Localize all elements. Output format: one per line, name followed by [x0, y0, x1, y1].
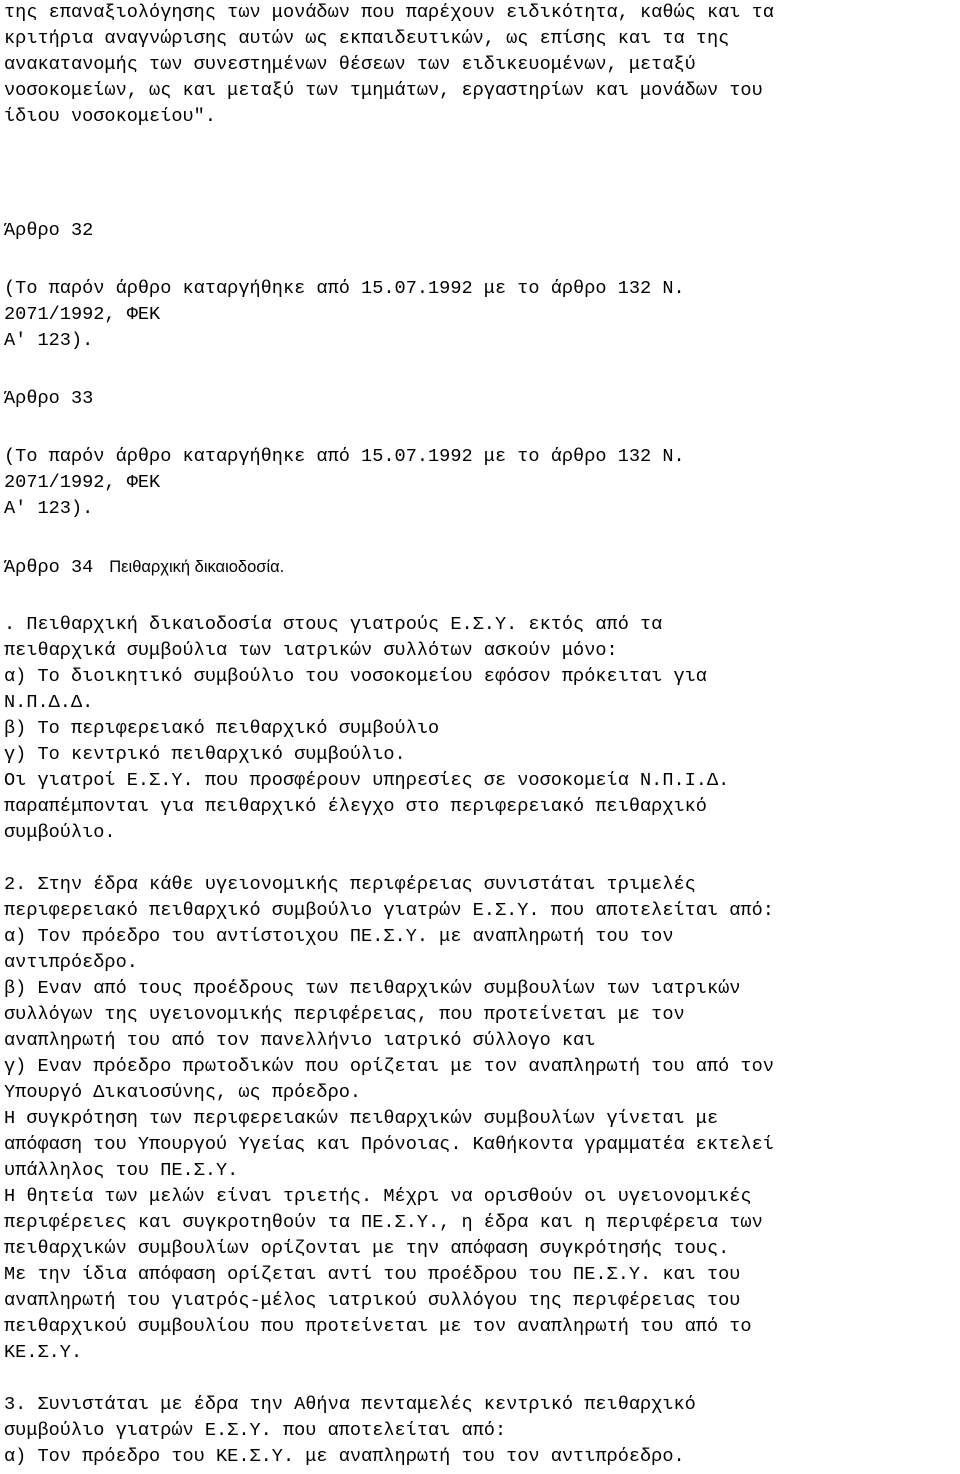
text-line: υπάλληλος του ΠΕ.Σ.Υ. — [4, 1160, 239, 1181]
text-line: Α' 123). — [4, 330, 94, 351]
text-line: κριτήρια αναγνώρισης αυτών ως εκπαιδευτικών, ως επίσης και τα της — [4, 28, 730, 49]
text-line: πειθαρχικών συμβουλίων ορίζονται με την απόφαση συγκρότησής τους. — [4, 1238, 730, 1259]
text-line: α) Το διοικητικό συμβούλιο του νοσοκομείου εφόσον πρόκειται για — [4, 666, 707, 687]
text-line: συλλόγων της υγειονομικής περιφέρειας, που προτείνεται με τον — [4, 1004, 685, 1025]
text-line: 2071/1992, ΦΕΚ — [4, 472, 161, 493]
text-line: ίδιου νοσοκομείου". — [4, 106, 217, 127]
article-heading: Άρθρο 32 — [4, 220, 94, 241]
text-line: (Το παρόν άρθρο καταργήθηκε από 15.07.1992 με το άρθρο 132 Ν. — [4, 446, 685, 467]
text-line: γ) Το κεντρικό πειθαρχικό συμβούλιο. — [4, 744, 406, 765]
text-line: της επαναξιολόγησης των μονάδων που παρέχουν ειδικότητα, καθώς και τα — [4, 2, 774, 23]
intro-paragraph — [4, 0, 956, 130]
text-line: (Το παρόν άρθρο καταργήθηκε από 15.07.1992 με το άρθρο 132 Ν. — [4, 278, 685, 299]
paragraph-3 — [4, 1392, 956, 1470]
text-line: αναπληρωτή του γιατρός-μέλος ιατρικού συλλόγου της περιφέρειας του — [4, 1290, 741, 1311]
text-line: α) Τον πρόεδρο του αντίστοιχου ΠΕ.Σ.Υ. με αναπληρωτή του τον — [4, 926, 674, 947]
text-line: 2071/1992, ΦΕΚ — [4, 304, 161, 325]
text-line: Η συγκρότηση των περιφερειακών πειθαρχικών συμβουλίων γίνεται με — [4, 1108, 719, 1129]
text-line: αντιπρόεδρο. — [4, 952, 138, 973]
article-subtitle: Πειθαρχική δικαιοδοσία. — [109, 558, 285, 576]
text-line: . Πειθαρχική δικαιοδοσία στους γιατρούς Ε.Σ.Υ. εκτός από τα — [4, 614, 663, 635]
document-page — [4, 0, 956, 1470]
text-line: πειθαρχικά συμβούλια των ιατρικών συλλότων ασκούν μόνο: — [4, 640, 618, 661]
text-line: α) Τον πρόεδρο του ΚΕ.Σ.Υ. με αναπληρωτή του τον αντιπρόεδρο. — [4, 1446, 685, 1467]
text-line: γ) Εναν πρόεδρο πρωτοδικών που ορίζεται με τον αναπληρωτή του από τον — [4, 1056, 774, 1077]
text-line: Οι γιατροί Ε.Σ.Υ. που προσφέρουν υπηρεσίες σε νοσοκομεία Ν.Π.Ι.Δ. — [4, 770, 730, 791]
text-line: συμβούλιο γιατρών Ε.Σ.Υ. που αποτελείται από: — [4, 1420, 507, 1441]
text-line: Η θητεία των μελών είναι τριετής. Μέχρι να ορισθούν οι υγειονομικές — [4, 1186, 752, 1207]
text-line: παραπέμπονται για πειθαρχικό έλεγχο στο περιφερειακό πειθαρχικό — [4, 796, 707, 817]
text-line: αναπληρωτή του από τον πανελλήνιο ιατρικό σύλλογο και — [4, 1030, 596, 1051]
text-line: Υπουργό Δικαιοσύνης, ως πρόεδρο. — [4, 1082, 362, 1103]
text-line: Με την ίδια απόφαση ορίζεται αντί του προέδρου του ΠΕ.Σ.Υ. και του — [4, 1264, 741, 1285]
paragraph-2 — [4, 872, 956, 1366]
article-33 — [4, 386, 956, 522]
text-line: ανακατανομής των συνεστημένων θέσεων των ειδικευομένων, μεταξύ — [4, 54, 696, 75]
text-line: β) Το περιφερειακό πειθαρχικό συμβούλιο — [4, 718, 440, 739]
text-line: πειθαρχικού συμβουλίου που προτείνεται με τον αναπληρωτή του από το — [4, 1316, 752, 1337]
text-line: Α' 123). — [4, 498, 94, 519]
article-heading: Άρθρο 34 — [4, 557, 94, 578]
text-line: Ν.Π.Δ.Δ. — [4, 692, 94, 713]
article-34 — [4, 554, 956, 1470]
paragraph-1 — [4, 612, 956, 846]
text-line: απόφαση του Υπουργού Υγείας και Πρόνοιας. Καθήκοντα γραμματέα εκτελεί — [4, 1134, 774, 1155]
text-line: συμβούλιο. — [4, 822, 116, 843]
text-line: νοσοκομείων, ως και μεταξύ των τμημάτων, εργαστηρίων και μονάδων του — [4, 80, 763, 101]
article-heading-row — [4, 554, 956, 580]
text-line: 2. Στην έδρα κάθε υγειονομικής περιφέρειας συνιστάται τριμελές — [4, 874, 696, 895]
text-line: 3. Συνιστάται με έδρα την Αθήνα πενταμελές κεντρικό πειθαρχικό — [4, 1394, 696, 1415]
text-line: περιφέρειες και συγκροτηθούν τα ΠΕ.Σ.Υ., η έδρα και η περιφέρεια των — [4, 1212, 763, 1233]
article-heading: Άρθρο 33 — [4, 388, 94, 409]
text-line: ΚΕ.Σ.Υ. — [4, 1342, 83, 1363]
text-line: περιφερειακό πειθαρχικό συμβούλιο γιατρών Ε.Σ.Υ. που αποτελείται από: — [4, 900, 774, 921]
article-32 — [4, 218, 956, 354]
text-line: β) Εναν από τους προέδρους των πειθαρχικών συμβουλίων των ιατρικών — [4, 978, 741, 999]
